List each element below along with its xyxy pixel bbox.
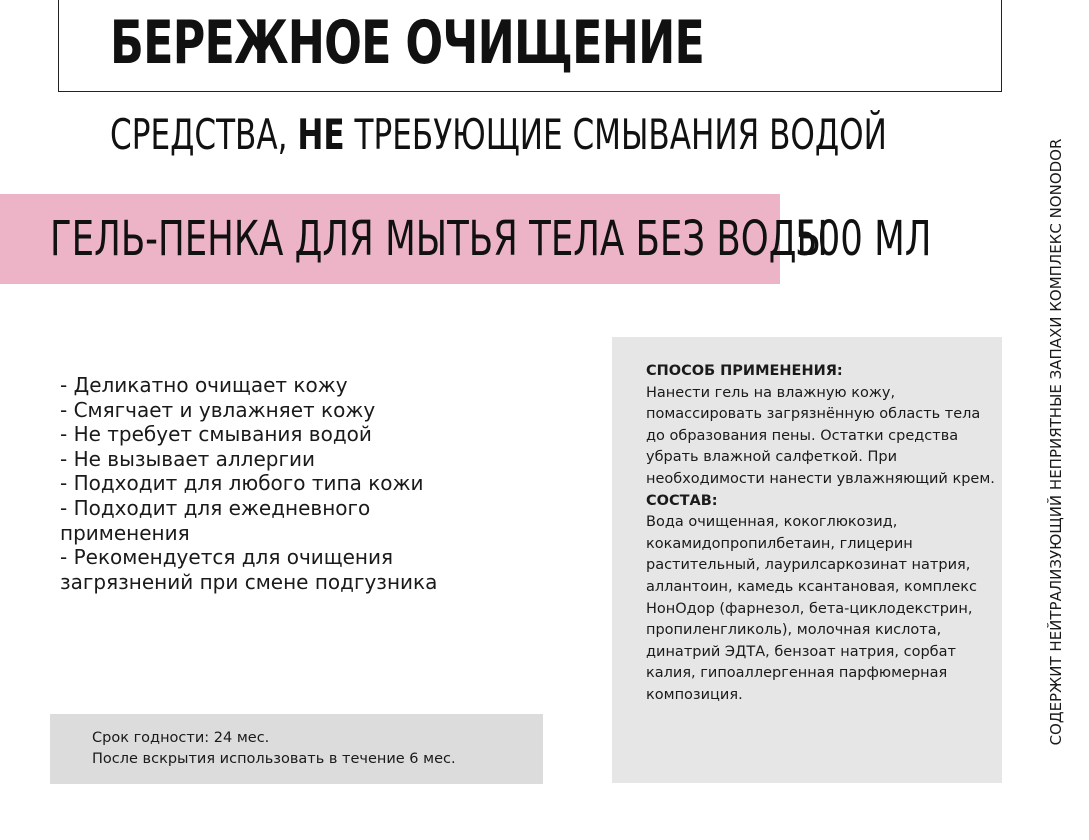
- benefit-item: - Не требует смывания водой: [60, 422, 372, 447]
- usage-text: Нанести гель на влажную кожу, помассировать загрязнённую область тела до образования пены. Остатки средства убрать влажной салфеткой. При необходимости нанести увлажняющий крем.: [646, 384, 995, 487]
- page-title: БЕРЕЖНОЕ ОЧИЩЕНИЕ: [110, 8, 705, 78]
- subtitle-part-2: ТРЕБУЮЩИЕ СМЫВАНИЯ ВОДОЙ: [344, 110, 887, 159]
- usage-heading: СПОСОБ ПРИМЕНЕНИЯ:: [646, 363, 843, 379]
- benefit-item: - Подходит для любого типа кожи: [60, 471, 424, 496]
- benefit-item: - Не вызывает аллергии: [60, 446, 315, 471]
- composition-text: Вода очищенная, кокоглюкозид, кокамидопропилбетаин, глицерин растительный, лаурилсаркозинат натрия, аллантоин, камедь ксантановая, комплекс НонОдор (фарнезол, бета-циклодекстрин, пропиленгликоль), молочная кислота, динатрий ЭДТА, бензоат натрия, сорбат калия, гипоаллергенная парфюмерная композиция.: [646, 514, 978, 703]
- benefit-item: - Смягчает и увлажняет кожу: [60, 397, 376, 422]
- product-name: ГЕЛЬ-ПЕНКА ДЛЯ МЫТЬЯ ТЕЛА БЕЗ ВОДЫ: [50, 211, 828, 267]
- after-opening-line: После вскрытия использовать в течение 6 мес.: [92, 751, 456, 767]
- subtitle-emphasis: НЕ: [297, 110, 345, 159]
- product-volume: 500 МЛ: [795, 211, 932, 267]
- subtitle-part-1: СРЕДСТВА,: [110, 110, 298, 159]
- shelf-life-line: Срок годности: 24 мес.: [92, 730, 270, 746]
- shelf-life-panel: [50, 714, 543, 784]
- benefits-list: [60, 373, 480, 594]
- side-note: СОДЕРЖИТ НЕЙТРАЛИЗУЮЩИЙ НЕПРИЯТНЫЕ ЗАПАХИ КОМПЛЕКС NONODOR: [1047, 138, 1065, 746]
- benefit-item: - Деликатно очищает кожу: [60, 373, 348, 397]
- benefit-item: - Рекомендуется для очищения загрязнений при смене подгузника: [60, 545, 438, 594]
- composition-heading: СОСТАВ:: [646, 492, 718, 509]
- usage-composition-panel: [612, 337, 1002, 783]
- page-subtitle: [110, 110, 887, 160]
- benefit-item: - Подходит для ежедневного применения: [60, 495, 371, 545]
